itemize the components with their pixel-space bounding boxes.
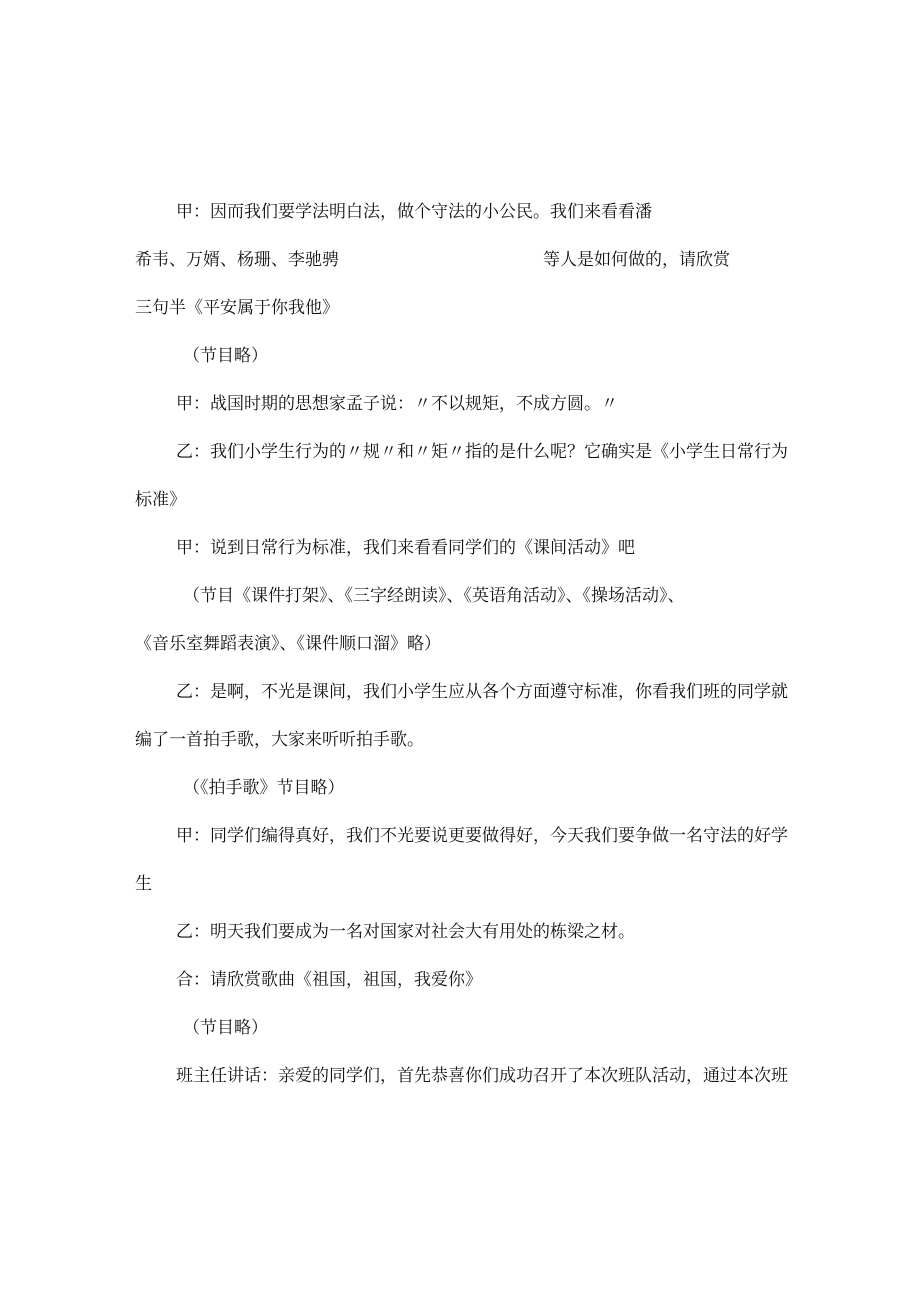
text-line: 三句半《平安属于你我他》	[135, 298, 339, 318]
text-line: 甲：战国时期的思想家孟子说：〃不以规矩，不成方圆。〃	[176, 394, 618, 414]
text-line: 生	[135, 874, 152, 894]
text-line: 班主任讲话：亲爱的同学们，首先恭喜你们成功召开了本次班队活动，通过本次班	[176, 1066, 788, 1086]
text-line: 乙：我们小学生行为的〃规〃和〃矩〃指的是什么呢？它确实是《小学生日常行为	[176, 442, 788, 462]
text-line: 希韦、万婿、杨珊、李驰骋	[135, 250, 339, 270]
text-line: （节目略）	[183, 346, 268, 366]
text-line: （节目《课件打架》、《三字经朗读》、《英语角活动》、《操场活动》、	[183, 586, 685, 606]
text-line: （节目略）	[183, 1018, 268, 1038]
text-line: 《音乐室舞蹈表演》、《课件顺口溜》略）	[135, 634, 441, 654]
text-line: 甲：因而我们要学法明白法，做个守法的小公民。我们来看看潘	[176, 202, 652, 222]
text-line: 合：请欣赏歌曲《祖国，祖国，我爱你》	[176, 970, 482, 990]
text-line: 编了一首拍手歌，大家来听听拍手歌。	[135, 730, 424, 750]
text-line: 等人是如何做的，请欣赏	[543, 250, 730, 270]
text-line: 乙：是啊，不光是课间，我们小学生应从各个方面遵守标准，你看我们班的同学就	[176, 682, 788, 702]
text-line: 标准》	[135, 490, 186, 510]
text-line: 甲：说到日常行为标准，我们来看看同学们的《课间活动》吧	[176, 538, 635, 558]
text-line: （《拍手歌》节目略）	[183, 778, 345, 798]
text-line: 甲：同学们编得真好，我们不光要说更要做得好，今天我们要争做一名守法的好学	[176, 826, 788, 846]
text-line: 乙：明天我们要成为一名对国家对社会大有用处的栋梁之材。	[176, 922, 635, 942]
